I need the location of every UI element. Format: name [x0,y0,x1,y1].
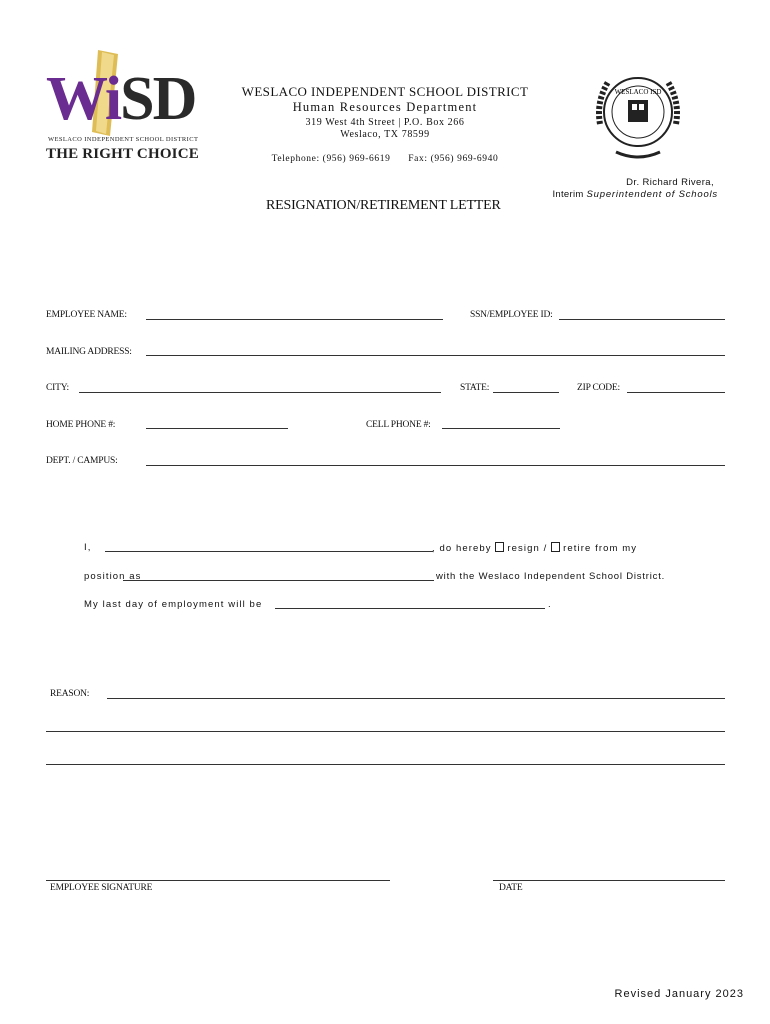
last-day-period: . [548,599,552,610]
employee-name-label: EMPLOYEE NAME: [46,310,127,320]
reason-field-1[interactable] [107,698,725,699]
position-as-label: position as [84,571,142,582]
state-label: STATE: [460,383,490,393]
address-line-1: 319 West 4th Street | P.O. Box 266 [305,117,465,128]
home-phone-field[interactable] [146,428,288,429]
reason-field-2[interactable] [46,731,725,732]
last-day-label: My last day of employment will be [84,599,263,610]
address-line-2: Weslaco, TX 78599 [340,129,430,140]
resign-checkbox[interactable] [495,542,504,552]
employee-signature-label: EMPLOYEE SIGNATURE [50,883,153,893]
zip-field[interactable] [627,392,725,393]
superintendent-name: Dr. Richard Rivera, [626,177,714,188]
district-name: WESLACO INDEPENDENT SCHOOL DISTRICT [241,84,529,99]
ssn-field[interactable] [559,319,725,320]
reason-field-3[interactable] [46,764,725,765]
ssn-label: SSN/EMPLOYEE ID: [470,310,553,320]
reason-label: REASON: [50,689,90,699]
statement-choice: , do hereby resign / retire from my [432,543,638,554]
district-logo [46,48,199,166]
mailing-address-label: MAILING ADDRESS: [46,347,132,357]
date-label: DATE [499,883,523,893]
city-label: CITY: [46,383,69,393]
form-title: RESIGNATION/RETIREMENT LETTER [266,198,501,213]
dept-campus-field[interactable] [146,465,725,466]
svg-text:WESLACO ISD: WESLACO ISD [614,88,662,96]
position-field[interactable] [123,580,434,581]
logo-wordmark: WiSD [46,65,196,133]
city-field[interactable] [79,392,441,393]
dept-campus-label: DEPT. / CAMPUS: [46,456,118,466]
cell-phone-field[interactable] [442,428,560,429]
date-field[interactable] [493,880,725,881]
phone-fax: Telephone: (956) 969-6619 Fax: (956) 969-6940 [271,154,499,164]
department-name: Human Resources Department [292,100,478,114]
employee-signature-field[interactable] [46,880,390,881]
home-phone-label: HOME PHONE #: [46,420,116,430]
last-day-field[interactable] [275,608,545,609]
retire-checkbox[interactable] [551,542,560,552]
logo-subtitle: WESLACO INDEPENDENT SCHOOL DISTRICT [48,136,199,143]
district-statement: with the Weslaco Independent School District. [436,571,666,582]
district-seal-icon [586,62,690,166]
logo-tagline: THE RIGHT CHOICE [46,146,199,162]
state-field[interactable] [493,392,559,393]
zip-label: ZIP CODE: [577,383,620,393]
cell-phone-label: CELL PHONE #: [366,420,431,430]
revised-date: Revised January 2023 [614,988,744,1000]
employee-name-field[interactable] [146,319,443,320]
statement-name-field[interactable] [105,551,433,552]
superintendent-title: Interim Superintendent of Schools [552,189,718,200]
statement-i: I, [84,542,92,553]
mailing-address-field[interactable] [146,355,725,356]
